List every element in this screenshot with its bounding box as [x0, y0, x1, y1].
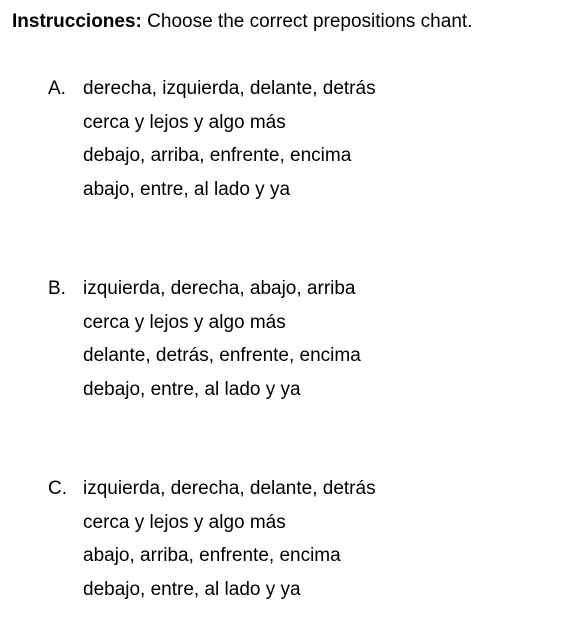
chant-line: cerca y lejos y algo más [83, 311, 286, 333]
chant-line: debajo, entre, al lado y ya [83, 578, 301, 600]
instructions-text: Choose the correct prepositions chant. [141, 11, 473, 32]
option-letter: B. [48, 278, 66, 299]
chant-line: izquierda, derecha, delante, detrás [83, 478, 376, 499]
instructions-label: Instrucciones: [12, 11, 142, 32]
chant-line: debajo, entre, al lado y ya [83, 378, 301, 400]
instructions [12, 9, 472, 35]
chant-line: abajo, arriba, enfrente, encima [83, 545, 341, 566]
chant-line: cerca y lejos y algo más [83, 111, 286, 133]
option-lines [83, 72, 376, 206]
option-letter: C. [48, 478, 67, 499]
chant-line: izquierda, derecha, abajo, arriba [83, 278, 356, 299]
chant-line: debajo, arriba, enfrente, encima [83, 145, 352, 166]
option-lines [83, 472, 376, 606]
chant-line: cerca y lejos y algo más [83, 511, 286, 533]
option-lines [83, 272, 361, 406]
chant-line: abajo, entre, al lado y ya [83, 178, 291, 200]
chant-line: derecha, izquierda, delante, detrás [83, 78, 376, 99]
chant-line: delante, detrás, enfrente, encima [83, 345, 361, 366]
option-letter: A. [48, 78, 66, 99]
